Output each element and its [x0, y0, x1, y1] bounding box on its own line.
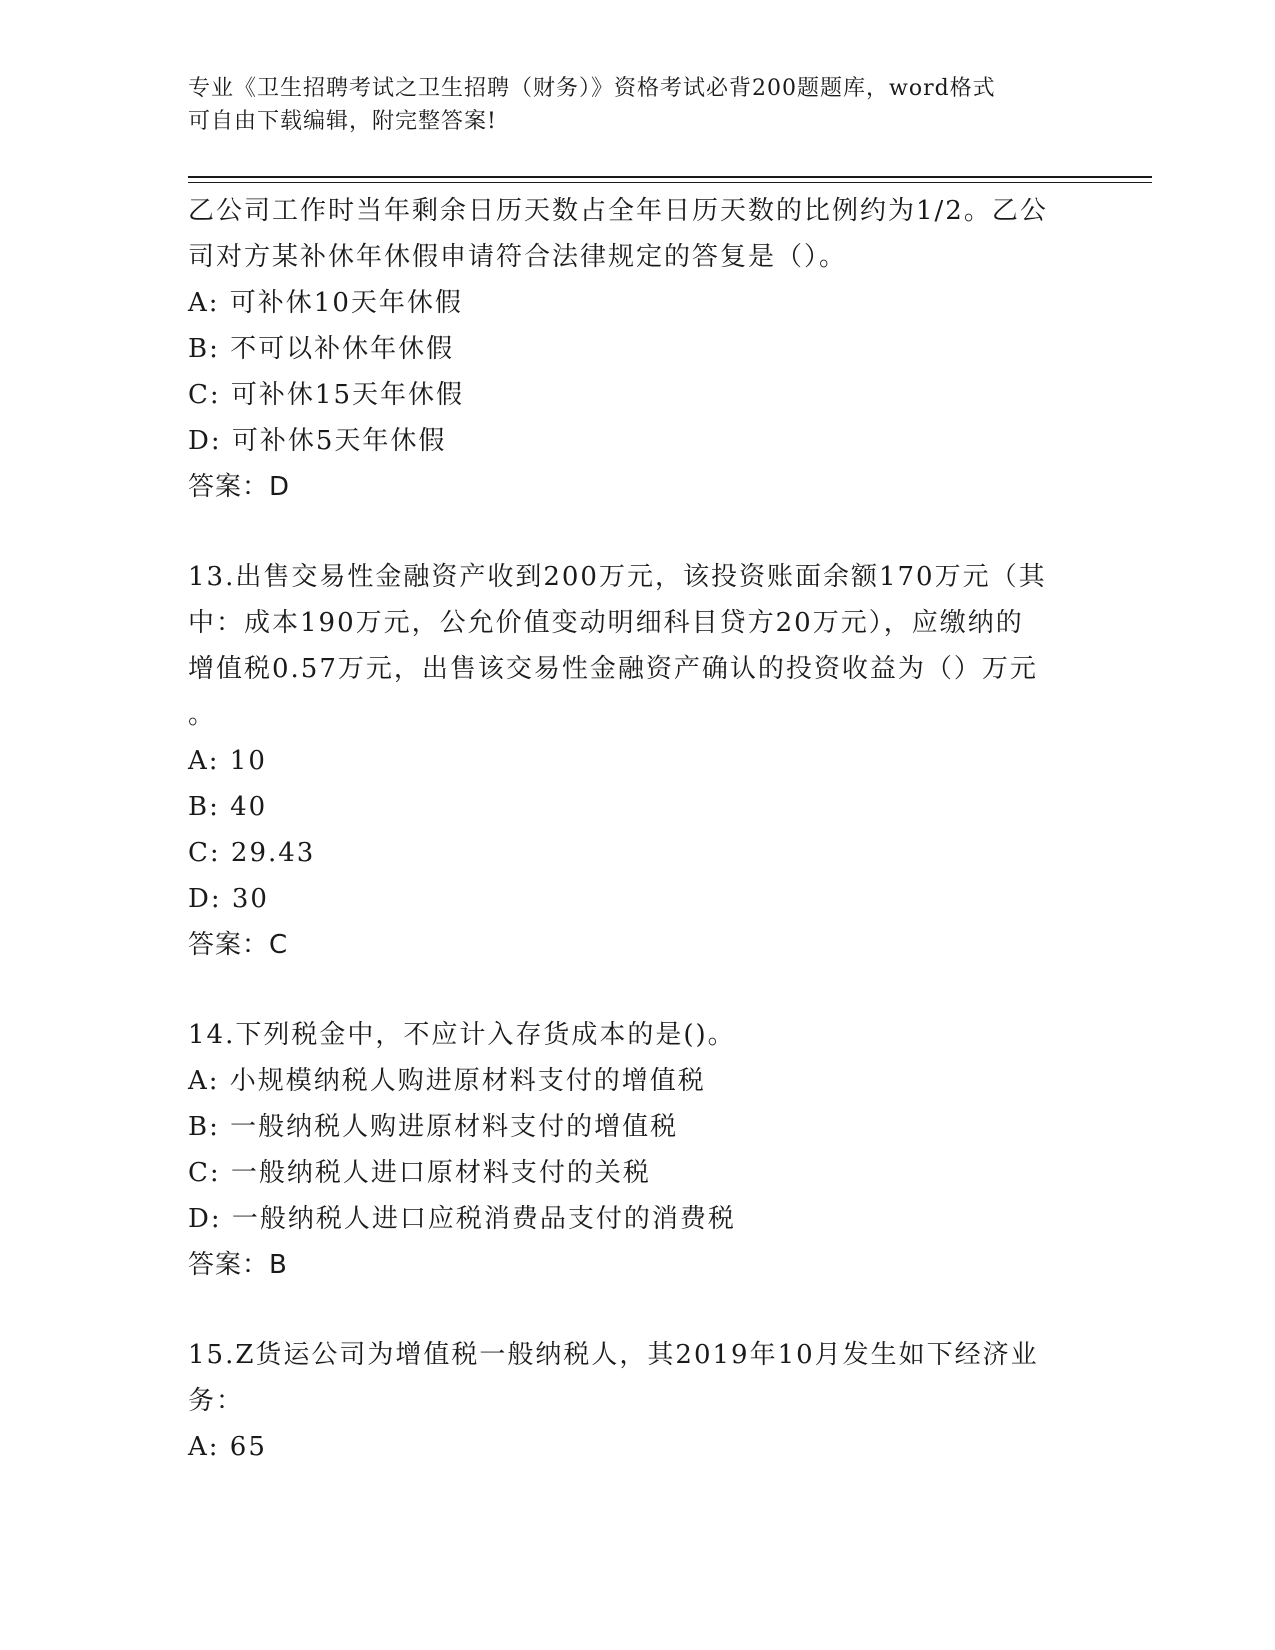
- question-14: [188, 1012, 1088, 1288]
- question-text: 增值税0.57万元，出售该交易性金融资产确认的投资收益为（）万元: [188, 654, 1038, 684]
- option-a: A: 小规模纳税人购进原材料支付的增值税: [188, 1066, 706, 1096]
- option-b: B: 40: [188, 792, 268, 822]
- answer-label: 答案：B: [188, 1250, 288, 1280]
- option-d: D: 可补休5天年休假: [188, 426, 447, 456]
- option-d: D: 30: [188, 884, 269, 914]
- document-header: [188, 72, 1088, 138]
- answer-label: 答案：C: [188, 930, 289, 960]
- option-c: C: 29.43: [188, 838, 316, 868]
- spacer: [188, 968, 1088, 1012]
- question-text: 中：成本190万元，公允价值变动明细科目贷方20万元），应缴纳的: [188, 608, 1024, 638]
- header-divider-thin: [188, 182, 1152, 183]
- header-divider-thick: [188, 176, 1152, 178]
- question-13: [188, 554, 1088, 968]
- answer-label: 答案：D: [188, 472, 291, 502]
- option-c: C: 一般纳税人进口原材料支付的关税: [188, 1158, 651, 1188]
- option-b: B: 一般纳税人购进原材料支付的增值税: [188, 1112, 679, 1142]
- spacer: [188, 510, 1088, 554]
- question-list: [188, 188, 1088, 1470]
- question-text: 乙公司工作时当年剩余日历天数占全年日历天数的比例约为1/2。乙公: [188, 196, 1048, 226]
- option-a: A: 可补休10天年休假: [188, 288, 463, 318]
- question-12: [188, 188, 1088, 510]
- question-text: 13.出售交易性金融资产收到200万元，该投资账面余额170万元（其: [188, 562, 1047, 592]
- question-15: [188, 1332, 1088, 1470]
- question-text: 14.下列税金中，不应计入存货成本的是()。: [188, 1020, 736, 1050]
- option-b: B: 不可以补休年休假: [188, 334, 455, 364]
- option-a: A: 65: [188, 1432, 267, 1462]
- header-title-line-1: 专业《卫生招聘考试之卫生招聘（财务）》资格考试必背200题题库，word格式: [188, 76, 996, 101]
- question-text: 。: [188, 700, 217, 730]
- option-d: D: 一般纳税人进口应税消费品支付的消费税: [188, 1204, 736, 1234]
- question-text: 务：: [188, 1386, 245, 1416]
- spacer: [188, 1288, 1088, 1332]
- option-c: C: 可补休15天年休假: [188, 380, 465, 410]
- question-text: 15.Z货运公司为增值税一般纳税人，其2019年10月发生如下经济业: [188, 1340, 1039, 1370]
- header-title-line-2: 可自由下载编辑，附完整答案!: [188, 109, 497, 134]
- option-a: A: 10: [188, 746, 267, 776]
- question-text: 司对方某补休年休假申请符合法律规定的答复是（）。: [188, 242, 848, 272]
